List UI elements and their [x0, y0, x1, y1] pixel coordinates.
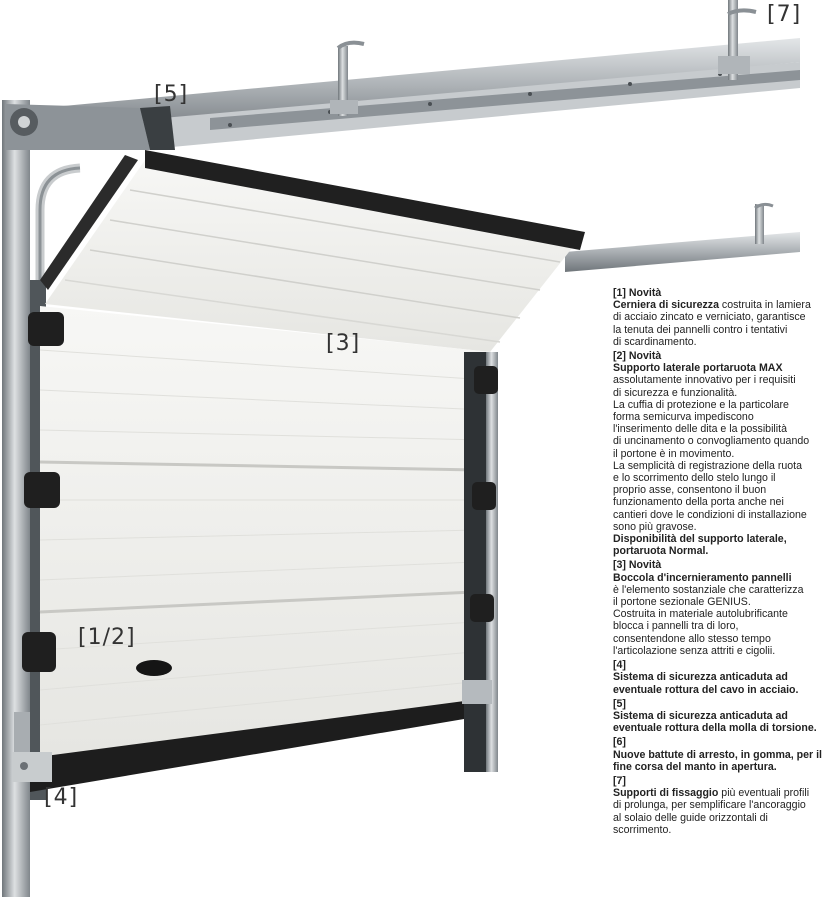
top-header-bracket	[6, 104, 175, 150]
note-2-text: di sicurezza e funzionalità.	[613, 386, 738, 399]
note-1-line	[613, 299, 811, 312]
note-5-heading: [5]	[613, 697, 626, 710]
note-4-text: Sistema di sicurezza anticaduta ad	[613, 671, 788, 684]
note-1-text: costruita in lamiera	[718, 299, 811, 312]
note-2-text: La cuffia di protezione e la particolare	[613, 398, 789, 411]
note-7-heading: [7]	[613, 774, 626, 787]
vertical-door-panels	[30, 306, 492, 792]
note-3-text: è l'elemento sostanziale che caratterizza	[613, 583, 804, 596]
note-6-text: fine corsa del manto in apertura.	[613, 760, 777, 773]
note-2-text: cantieri dove le condizioni di installazione	[613, 508, 807, 521]
note-1-title: Cerniera di sicurezza	[613, 299, 719, 312]
right-vertical-track	[462, 352, 498, 772]
note-2-title: Supporto laterale portaruota MAX	[613, 362, 783, 375]
hinge	[24, 472, 60, 508]
note-1-text: di acciaio zincato e verniciato, garantisce	[613, 311, 806, 324]
note-3-text: l'articolazione senza attriti e cigolii.	[613, 644, 776, 657]
note-3-text: blocca i pannelli tra di loro,	[613, 620, 739, 633]
note-2-text: di uncinamento o convogliamento quando	[613, 435, 810, 448]
callout-1-2: [1/2]	[78, 625, 136, 650]
note-3-title: Boccola d'incernieramento pannelli	[613, 571, 792, 584]
note-5-text: Sistema di sicurezza anticaduta ad	[613, 709, 788, 722]
note-2-text: funzionamento della porta anche nei	[613, 496, 784, 509]
note-2-text: sono più gravose.	[613, 520, 697, 533]
note-6-heading: [6]	[613, 736, 626, 749]
note-1-text: la tenuta dei pannelli contro i tentativi	[613, 323, 788, 336]
note-1-heading: [1] Novità	[613, 287, 662, 299]
note-2-text: proprio asse, consentono il buon	[613, 484, 767, 497]
note-2-extra: portaruota Normal.	[613, 545, 709, 558]
note-1-text: di scardinamento.	[613, 335, 697, 348]
callout-5: [5]	[154, 82, 189, 107]
hinge	[28, 312, 64, 346]
note-4-text: eventuale rottura del cavo in acciaio.	[613, 683, 799, 696]
note-3-text: Costruita in materiale autolubrificante	[613, 608, 788, 621]
note-4-heading: [4]	[613, 659, 626, 672]
callout-4: [4]	[44, 785, 79, 810]
note-2-heading: [2] Novità	[613, 350, 662, 363]
note-2-text: forma semicurva impediscono	[613, 411, 754, 424]
note-7-text: di prolunga, per semplificare l'ancoraggio	[613, 799, 806, 812]
feature-notes	[613, 285, 822, 836]
note-2-text: e lo scorrimento dello stelo lungo il	[613, 472, 776, 485]
note-2-text: assolutamente innovativo per i requisiti	[613, 374, 796, 387]
note-7-text: al solaio delle guide orizzontali di	[613, 811, 768, 824]
note-3-text: il portone sezionale GENIUS.	[613, 596, 751, 609]
door-handle	[136, 660, 172, 676]
hinge	[22, 632, 56, 672]
note-2-text: l'inserimento delle dita e la possibilità	[613, 423, 787, 436]
note-7-title: Supporti di fissaggio	[613, 787, 719, 800]
callout-7: [7]	[767, 2, 802, 27]
note-2-extra: Disponibilità del supporto laterale,	[613, 533, 787, 546]
lower-horizontal-track	[565, 204, 800, 272]
note-6-text: Nuove battute di arresto, in gomma, per il	[613, 748, 822, 761]
note-7-text: scorrimento.	[613, 823, 672, 836]
note-2-text: il portone è in movimento.	[613, 447, 735, 460]
roller-support	[472, 482, 496, 510]
note-7-line	[613, 787, 810, 800]
roller-support	[470, 594, 494, 622]
note-3-text: consentendone allo stesso tempo	[613, 632, 771, 645]
roller-support	[474, 366, 498, 394]
note-2-text: La semplicità di registrazione della ruota	[613, 459, 803, 472]
note-3-heading: [3] Novità	[613, 559, 662, 572]
note-7-text: più eventuali profili	[718, 787, 810, 800]
note-5-text: eventuale rottura della molla di torsione.	[613, 722, 817, 735]
callout-3: [3]	[326, 331, 361, 356]
